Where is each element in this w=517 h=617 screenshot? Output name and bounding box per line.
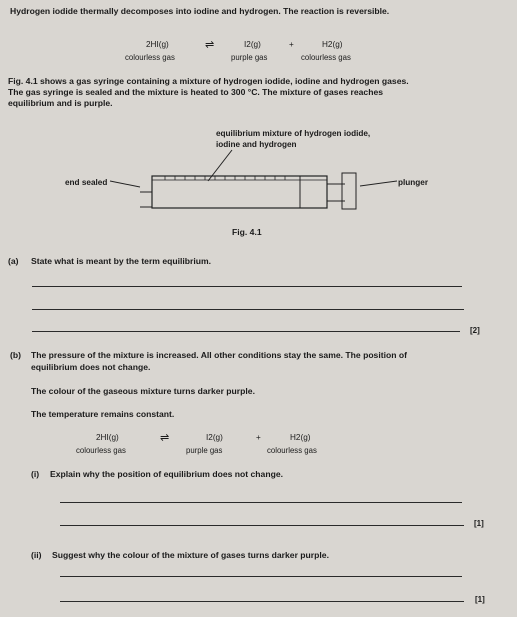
qa-answer-line-1[interactable] [32,286,462,287]
fig-label-mixture-2: iodine and hydrogen [216,140,297,149]
qbi-label: (i) [31,469,40,479]
qa-label: (a) [8,256,19,266]
eq1-product-iodine: I2(g) [244,40,261,49]
eq2-reactant-label: colourless gas [76,446,126,455]
qbi-answer-line-2[interactable] [60,525,464,526]
eq2-plus: + [256,433,261,442]
intro-text: Hydrogen iodide thermally decomposes into iodine and hydrogen. The reaction is reversible. [10,6,390,16]
fig-label-plunger: plunger [398,178,429,187]
qbi-answer-line-1[interactable] [60,502,462,503]
eq1-p2-label: colourless gas [301,53,351,62]
eq1-arrow: ⇌ [205,39,215,51]
qbii-answer-line-2[interactable] [60,601,464,602]
qbii-text: Suggest why the colour of the mixture of gases turns darker purple. [52,550,329,560]
eq1-p1-label: purple gas [231,53,268,62]
fig-label-mixture-1: equilibrium mixture of hydrogen iodide, [216,129,371,138]
qb-temp-text: The temperature remains constant. [31,409,175,419]
eq2-arrow: ⇌ [160,432,170,444]
eq1-reactant: 2HI(g) [146,40,169,49]
eq2-product-iodine: I2(g) [206,433,223,442]
qa-marks: [2] [470,326,480,335]
fig-label-end-sealed: end sealed [65,178,108,187]
eq2-product-hydrogen: H2(g) [290,433,311,442]
fig-caption: Fig. 4.1 [232,227,262,237]
qb-label: (b) [10,350,21,360]
eq2-reactant: 2HI(g) [96,433,119,442]
qb-text-line2: equilibrium does not change. [31,362,151,372]
eq1-reactant-label: colourless gas [125,53,175,62]
qbii-answer-line-1[interactable] [60,576,462,577]
eq2-p2-label: colourless gas [267,446,317,455]
eq1-product-hydrogen: H2(g) [322,40,343,49]
qbi-text: Explain why the position of equilibrium does not change. [50,469,284,479]
qa-text: State what is meant by the term equilibrium. [31,256,212,266]
fig-intro-line2: The gas syringe is sealed and the mixture is heated to 300 °C. The mixture of gases reaches [8,87,384,97]
qa-answer-line-3[interactable] [32,331,460,332]
qa-answer-line-2[interactable] [32,309,464,310]
eq1-plus: + [289,40,294,49]
qb-colour-text: The colour of the gaseous mixture turns darker purple. [31,386,255,396]
fig-intro-line3: equilibrium and is purple. [8,98,113,108]
fig-intro-line1: Fig. 4.1 shows a gas syringe containing a mixture of hydrogen iodide, iodine and hydrogen gases. [8,76,409,86]
gas-syringe-diagram [0,0,517,230]
qbi-marks: [1] [474,519,484,528]
qbii-marks: [1] [475,595,485,604]
qbii-label: (ii) [31,550,42,560]
eq2-p1-label: purple gas [186,446,223,455]
qb-text-line1: The pressure of the mixture is increased. All other conditions stay the same. The position of [31,350,407,360]
